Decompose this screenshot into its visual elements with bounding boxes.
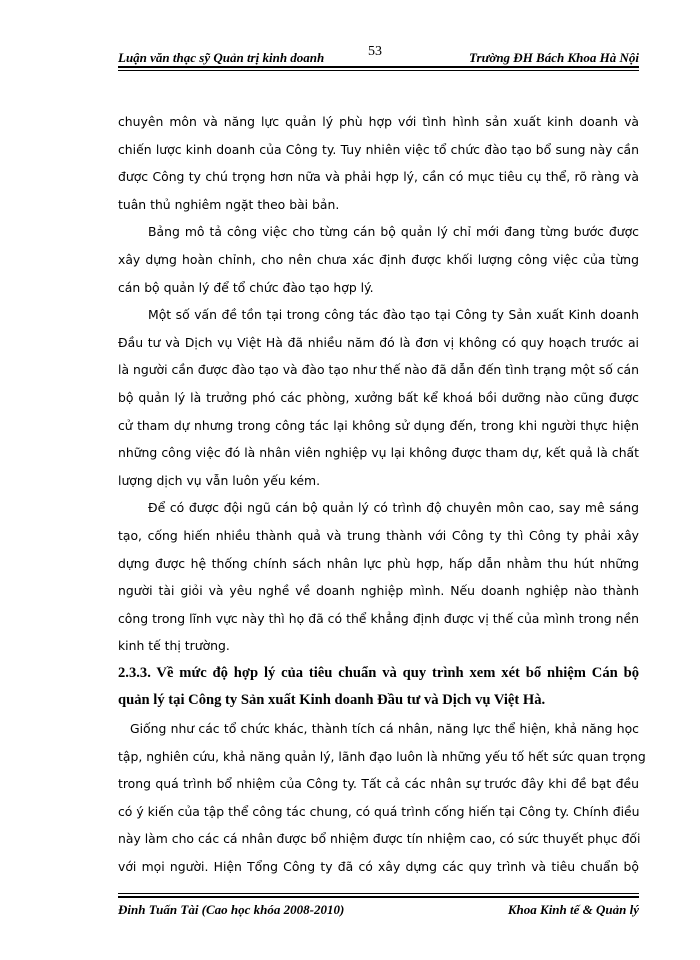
text-line: bộ quản lý là trưởng phó các phòng, xưởng bất kể khoá bồi dưỡng nào cũng được: [118, 389, 639, 405]
header-rule-thin: [118, 70, 639, 71]
text-line: tạo, cống hiến nhiều thành quả và trung thành với Công ty thì Công ty phải xây: [118, 527, 639, 543]
text-line: chuyên môn và năng lực quản lý phù hợp với tình hình sản xuất kinh doanh và: [118, 114, 639, 129]
text-line: với mọi người. Hiện Tổng Công ty đã có xây dựng các quy trình và tiêu chuẩn bộ: [118, 859, 639, 875]
section-heading: 2.3.3. Về mức độ hợp lý của tiêu chuẩn và quy trình xem xét bổ nhiệm Cán bộ: [118, 664, 639, 681]
header-thesis-title: Luận văn thạc sỹ Quản trị kinh doanh: [118, 50, 325, 65]
text-line: xây dựng hoàn chỉnh, cho nên chưa xác định được khối lượng công việc của từng: [118, 251, 639, 267]
section-heading: quản lý tại Công ty Sản xuất Kinh doanh Đầu tư và Dịch vụ Việt Hà.: [118, 692, 546, 709]
text-line: này làm cho các cá nhân được bổ nhiệm được tín nhiệm cao, có sức thuyết phục đối: [118, 831, 641, 847]
page-number: 53: [368, 44, 382, 59]
text-line: được Công ty chú trọng hơn nữa và phải hợp lý, cần có mục tiêu cụ thể, rõ ràng và: [118, 169, 639, 185]
text-line: là người cần được đào tạo và đào tạo như thế nào đã dẫn đến tình trạng một số cán: [118, 362, 640, 378]
footer-rule: [118, 896, 639, 898]
text-line: chiến lược kinh doanh của Công ty. Tuy nhiên việc tổ chức đào tạo bổ sung này cần: [118, 141, 639, 157]
text-line: tuân thủ nghiêm ngặt theo bài bản.: [118, 196, 340, 212]
text-line: Bảng mô tả công việc cho từng cán bộ quản lý chỉ mới đang từng bước được: [148, 224, 639, 240]
text-line: kinh tế thị trường.: [118, 638, 230, 654]
text-line: Giống như các tổ chức khác, thành tích cá nhân, năng lực thể hiện, khả năng học: [130, 721, 639, 737]
footer-author: Đinh Tuấn Tài (Cao học khóa 2008-2010): [118, 902, 345, 917]
text-line: dựng được hệ thống chính sách nhân lực phù hợp, hấp dẫn nhằm thu hút những: [118, 555, 639, 571]
text-line: những công việc đó là nhân viên nghiệp vụ lại không được tham dự, kết quả là chất: [118, 445, 639, 461]
header-rule: [118, 66, 639, 68]
footer-rule-thin: [118, 893, 639, 894]
text-line: cử tham dự nhưng trong công tác lại không sử dụng đến, trong khi người thực hiện: [118, 417, 639, 433]
text-line: công trong lĩnh vực này thì họ đã có thể khẳng định được vị thế của mình trong nền: [118, 610, 639, 626]
text-line: Đầu tư và Dịch vụ Việt Hà đã nhiều năm đó là đơn vị không có quy hoạch trước ai: [118, 334, 639, 350]
text-line: tập, nghiên cứu, khả năng quản lý, lãnh đạo luôn là những yếu tố hết sức quan trọng: [118, 748, 646, 764]
footer-faculty: Khoa Kinh tế & Quản lý: [507, 902, 639, 917]
text-line: lượng dịch vụ vẫn luôn yếu kém.: [118, 472, 321, 488]
page-footer: [118, 900, 639, 920]
text-line: Để có được đội ngũ cán bộ quản lý có trình độ chuyên môn cao, say mê sáng: [148, 500, 639, 516]
text-line: người tài giỏi và yêu nghề về doanh nghiệp mình. Nếu doanh nghiệp nào thành: [118, 583, 639, 599]
body-text: [118, 108, 646, 881]
text-line: trong quá trình bổ nhiệm của Công ty. Tất cả các nhân sự trước đây khi đề bạt đều: [118, 776, 639, 792]
text-line: có ý kiến của tập thể công tác chung, có quá trình cống hiến tại Công ty. Chính điều: [118, 803, 640, 819]
text-line: Một số vấn đề tồn tại trong công tác đào tạo tại Công ty Sản xuất Kinh doanh: [148, 307, 639, 323]
header-university: Trường ĐH Bách Khoa Hà Nội: [469, 50, 639, 65]
text-line: cán bộ quản lý để tổ chức đào tạo hợp lý.: [118, 279, 374, 295]
